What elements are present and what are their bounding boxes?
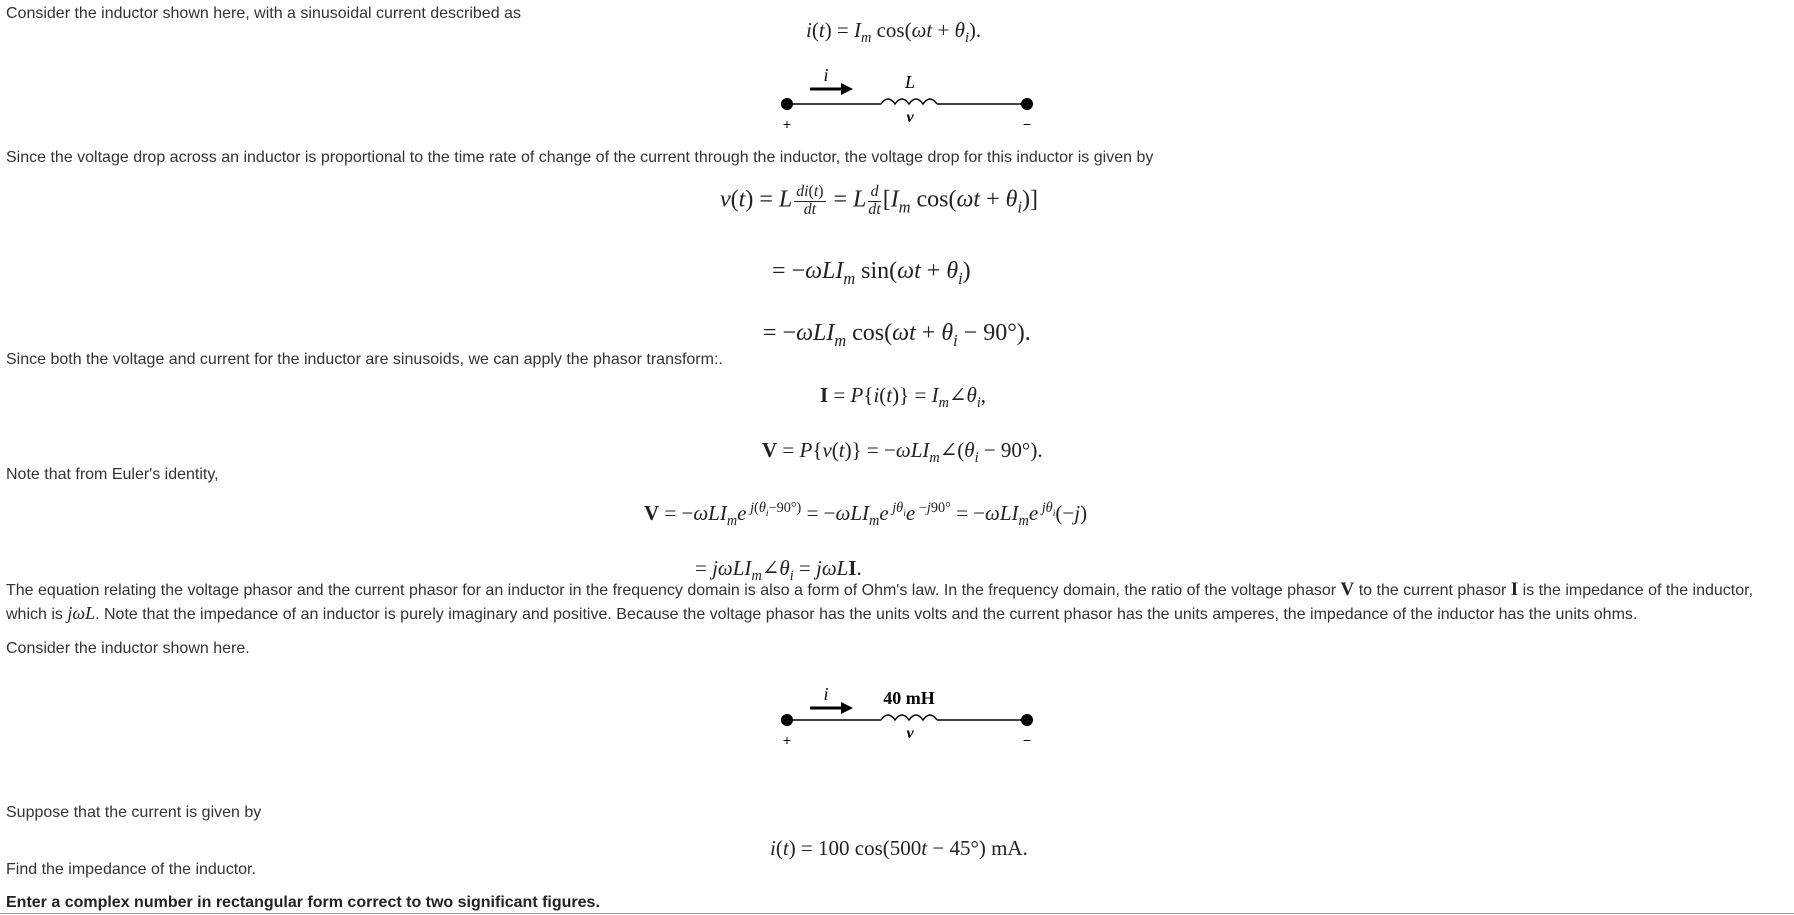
voltage-label: v	[906, 725, 914, 742]
consider-inductor-text: Consider the inductor shown here.	[6, 640, 250, 657]
equation-current-definition: $i(t) = I_m$ $\cos(\omega t + \theta_i)$.	[806, 18, 982, 47]
phasor-transform-text: Since both the voltage and current for the inductor are sinusoids, we can apply the phasor transform:.	[6, 351, 723, 368]
equation-voltage-sine: = −ωLI$_m$ $\sin(\omega t + \theta_i)$	[772, 258, 971, 288]
equation-euler-expansion: V = −ωLI$_m$e $^{j(\theta_i-90^\circ)}$ = −ωLI$_m$e $^{j\theta_i}$e $^{-j90^\circ}$ = −ωLI$_m$e $^{j\theta_i}$(−j)	[644, 500, 1088, 530]
voltage-phasor-symbol: V	[1340, 579, 1355, 600]
ohms-law-paragraph: The equation relating the voltage phasor and the current phasor for an inductor in the frequency domain is also a form of Ohm's law. In the frequency domain, the ratio of the voltage phasor V to the current phasor I is the impedance of the inductor, which is jωL. Note that the impedance of an inductor is purely imaginary and positive. Because the voltage phasor has the units volts and the current phasor has the units amperes, the impedance of the inductor has the units ohms.	[6, 579, 1754, 623]
inductor-circuit-diagram-1	[775, 64, 1045, 134]
voltage-label: v	[906, 109, 914, 126]
suppose-current-text: Suppose that the current is given by	[6, 804, 262, 821]
inductance-value-label: 40 mH	[883, 688, 935, 708]
equation-given-current: i(t) = 100 cos(500t − 45°) mA.	[770, 836, 1028, 860]
negative-terminal	[1021, 714, 1033, 726]
find-impedance-prompt: Find the impedance of the inductor.	[6, 861, 256, 878]
equation-impedance-result: = $j\omega LI_m\angle\theta_i = j\omega LI$.	[695, 556, 862, 585]
equation-voltage-cosine: = −ωLI$_m$ $\cos(\omega t + \theta_i - 90^\circ)$.	[763, 320, 1031, 350]
euler-note-text: Note that from Euler's identity,	[6, 466, 219, 483]
current-phasor-symbol: I	[1510, 579, 1519, 600]
plus-sign: +	[782, 732, 792, 748]
inductor-label: L	[904, 72, 916, 92]
current-label: i	[823, 684, 829, 704]
plus-sign: +	[782, 116, 792, 132]
inductor-coil	[881, 715, 937, 720]
intro-text: Consider the inductor shown here, with a sinusoidal current described as	[6, 5, 521, 22]
equation-voltage-derivative: v(t) = L $\frac{di(t)}{dt}$ = L $\frac{d}{dt}$ [$I_m$ $\cos(\omega t + \theta_i)$]	[720, 183, 1038, 218]
answer-instructions: Enter a complex number in rectangular form correct to two significant figures.	[6, 894, 600, 911]
equation-voltage-phasor: $V = P\{v(t)\} = -\omega LI_m\angle(\theta_i - 90^\circ)$.	[762, 438, 1043, 467]
equation-current-phasor: $I = P\{i(t)\} = I_m\angle\theta_i$,	[820, 383, 987, 412]
inductor-circuit-diagram-2	[775, 680, 1045, 750]
minus-sign: −	[1022, 732, 1032, 748]
current-label: i	[823, 65, 829, 85]
bottom-divider	[0, 913, 1794, 914]
inductor-coil	[881, 99, 937, 104]
minus-sign: −	[1022, 116, 1032, 132]
voltage-drop-text: Since the voltage drop across an inductor is proportional to the time rate of change of the current through the inductor, the voltage drop for this inductor is given by	[6, 149, 1154, 166]
negative-terminal	[1021, 98, 1033, 110]
impedance-symbol: jωL	[67, 603, 96, 623]
